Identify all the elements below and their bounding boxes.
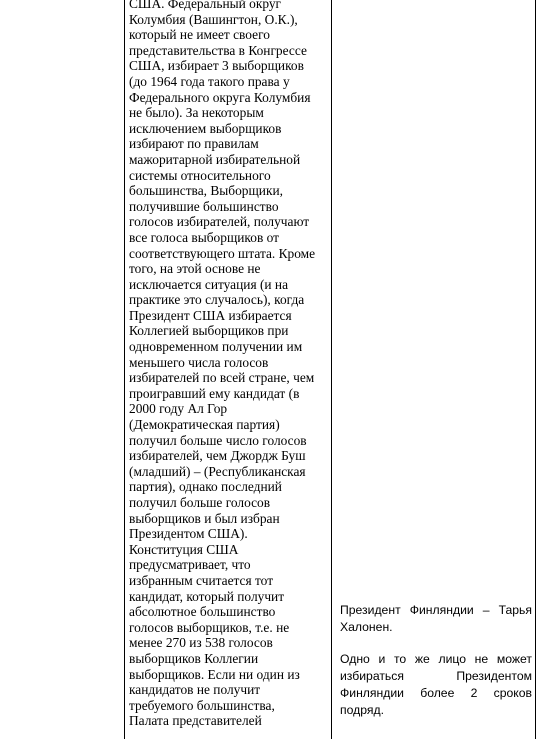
finland-president-note: Президент Финляндии – Тарья Халонен. — [340, 603, 532, 634]
table-column-border — [331, 0, 332, 739]
table-column-border — [124, 0, 125, 739]
us-election-text-cell: США. Федеральный округ Колумбия (Вашингтон, О.К.), который не имеет своего представительства в Конгрессе США, избирает 3 выборщиков (до 1964 года такого права у Федерального округа Колумбия не было). За некоторым исключением выборщиков избирают по правилам мажоритарной избирательной системы относительного большинства, Выборщики, получившие большинство голосов избирателей, получают все голоса выборщиков от соответствующего штата. Кроме того, на этой основе не исключается ситуация (и на практике это случалось), когда Президент США избирается Коллегией выборщиков при одновременном получении им меньшего числа голосов избирателей по всей стране, чем проигравший ему кандидат (в 2000 году Ал Гор (Демократическая партия) получил больше число голосов избирателей, чем Джордж Буш (младший) – (Республиканская партия), однако последний получил больше голосов выборщиков и был избран Президентом США). Конституция США предусматривает, что избранным считается тот кандидат, который получит абсолютное большинство голосов выборщиков, т.е. не менее 270 из 538 голосов выборщиков Коллегии выборщиков. Если ни один из кандидатов не получит требуемого большинства, Палата представителей — [129, 0, 316, 729]
table-column-border — [535, 0, 536, 739]
finland-term-limit-note: Одно и то же лицо не может избираться Президентом Финляндии более 2 сроков подряд. — [340, 652, 532, 717]
